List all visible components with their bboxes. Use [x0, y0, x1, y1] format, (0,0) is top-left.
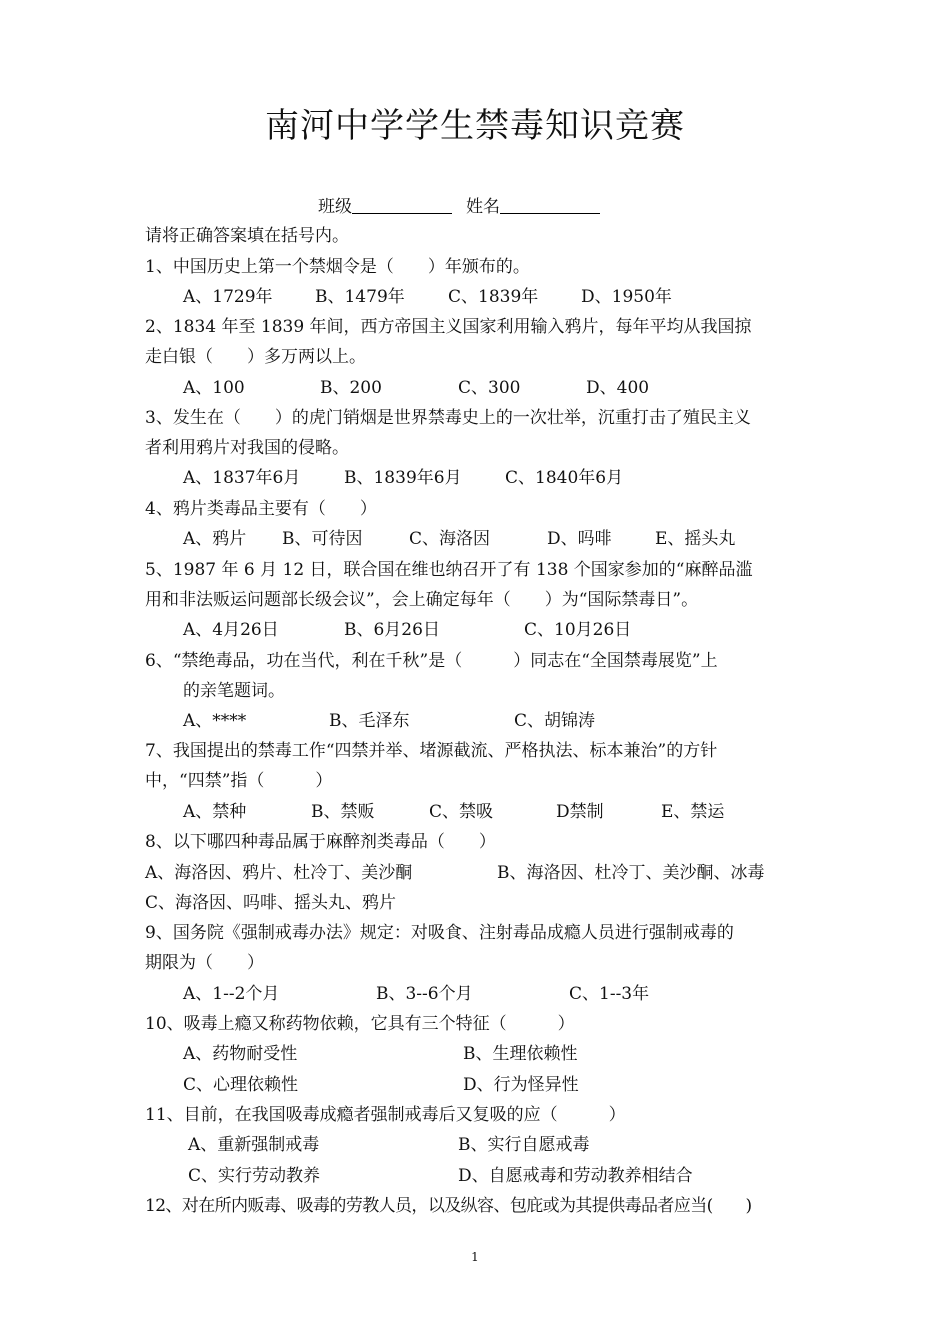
option: B、实行自愿戒毒: [458, 1135, 590, 1155]
class-label: 班级: [318, 197, 352, 217]
option: B、6月26日: [344, 620, 440, 640]
option: A、禁种: [183, 802, 247, 822]
option: C、胡锦涛: [514, 711, 596, 731]
option: C、1--3年: [569, 984, 650, 1004]
class-blank[interactable]: [352, 197, 452, 214]
option: D禁制: [556, 802, 604, 822]
question-10-line-1: 10、吸毒上瘾又称药物依赖，它具有三个特征（ ）: [145, 1014, 575, 1034]
option: C、1839年: [448, 287, 539, 307]
option: D、自愿戒毒和劳动教养相结合: [458, 1166, 693, 1186]
option: E、禁运: [661, 802, 725, 822]
question-2-line-1: 2、1834 年至 1839 年间，西方帝国主义国家利用输入鸦片，每年平均从我国掠: [145, 317, 752, 337]
option: B、毛泽东: [329, 711, 410, 731]
question-8-line-1: 8、以下哪四种毒品属于麻醉剂类毒品（ ）: [145, 832, 496, 852]
option: B、海洛因、杜冷丁、美沙酮、冰毒: [497, 863, 765, 883]
question-9-line-2: 期限为（ ）: [145, 953, 264, 973]
option: A、鸦片: [183, 529, 247, 549]
question-7-line-2: 中，“四禁”指（ ）: [145, 771, 333, 791]
question-5-line-2: 用和非法贩运问题部长级会议”，会上确定每年（ ）为“国际禁毒日”。: [145, 590, 699, 610]
option: A、1837年6月: [183, 468, 301, 488]
option: D、1950年: [581, 287, 672, 307]
option: B、禁贩: [311, 802, 375, 822]
question-5-line-1: 5、1987 年 6 月 12 日，联合国在维也纳召开了有 138 个国家参加的“麻醉品滥: [145, 560, 753, 580]
question-11-line-1: 11、目前，在我国吸毒成瘾者强制戒毒后又复吸的应（ ）: [145, 1105, 626, 1125]
option: B、生理依赖性: [463, 1044, 578, 1064]
option: C、300: [458, 378, 521, 398]
question-2-line-2: 走白银（ ）多万两以上。: [145, 347, 366, 367]
question-8-option-c: C、海洛因、吗啡、摇头丸、鸦片: [145, 893, 397, 913]
option: A、1729年: [183, 287, 273, 307]
option: B、1839年6月: [344, 468, 462, 488]
option: C、禁吸: [429, 802, 494, 822]
question-3-line-1: 3、发生在（ ）的虎门销烟是世界禁毒史上的一次壮举，沉重打击了殖民主义: [145, 408, 751, 428]
question-3-line-2: 者利用鸦片对我国的侵略。: [145, 438, 349, 458]
option: A、药物耐受性: [183, 1044, 298, 1064]
question-6-line-1: 6、“禁绝毒品，功在当代，利在千秋”是（ ）同志在“全国禁毒展览”上: [145, 651, 718, 671]
name-label: 姓名: [466, 197, 500, 217]
option: D、400: [586, 378, 650, 398]
option: B、200: [320, 378, 382, 398]
question-8-option-a: A、海洛因、鸦片、杜冷丁、美沙酮: [145, 863, 413, 883]
option: B、3--6个月: [376, 984, 473, 1004]
option: E、摇头丸: [655, 529, 736, 549]
option: C、10月26日: [524, 620, 632, 640]
option: A、100: [183, 378, 245, 398]
option: C、实行劳动教养: [188, 1166, 321, 1186]
student-info-row: [318, 192, 614, 217]
option: C、心理依赖性: [183, 1075, 299, 1095]
option: A、重新强制戒毒: [188, 1135, 320, 1155]
option: C、1840年6月: [505, 468, 624, 488]
option: A、1--2个月: [183, 984, 280, 1004]
option: C、海洛因: [409, 529, 491, 549]
option: A、4月26日: [183, 620, 279, 640]
option: B、可待因: [282, 529, 363, 549]
question-12-line-1: 12、对在所内贩毒、吸毒的劳教人员，以及纵容、包庇或为其提供毒品者应当( ): [145, 1196, 752, 1216]
page-title: 南河中学学生禁毒知识竞赛: [265, 106, 685, 146]
question-7-line-1: 7、我国提出的禁毒工作“四禁并举、堵源截流、严格执法、标本兼治”的方针: [145, 741, 718, 761]
option: D、吗啡: [547, 529, 612, 549]
instruction-text: 请将正确答案填在括号内。: [145, 226, 349, 246]
question-9-line-1: 9、国务院《强制戒毒办法》规定：对吸食、注射毒品成瘾人员进行强制戒毒的: [145, 923, 734, 943]
option: A、****: [183, 711, 247, 731]
page-number: 1: [471, 1250, 479, 1264]
question-4-line-1: 4、鸦片类毒品主要有（ ）: [145, 499, 377, 519]
question-1-line-1: 1、中国历史上第一个禁烟令是（ ）年颁布的。: [145, 257, 530, 277]
option: D、行为怪异性: [463, 1075, 579, 1095]
name-blank[interactable]: [500, 197, 600, 214]
option: B、1479年: [315, 287, 405, 307]
question-6-line-2: 的亲笔题词。: [183, 681, 285, 701]
